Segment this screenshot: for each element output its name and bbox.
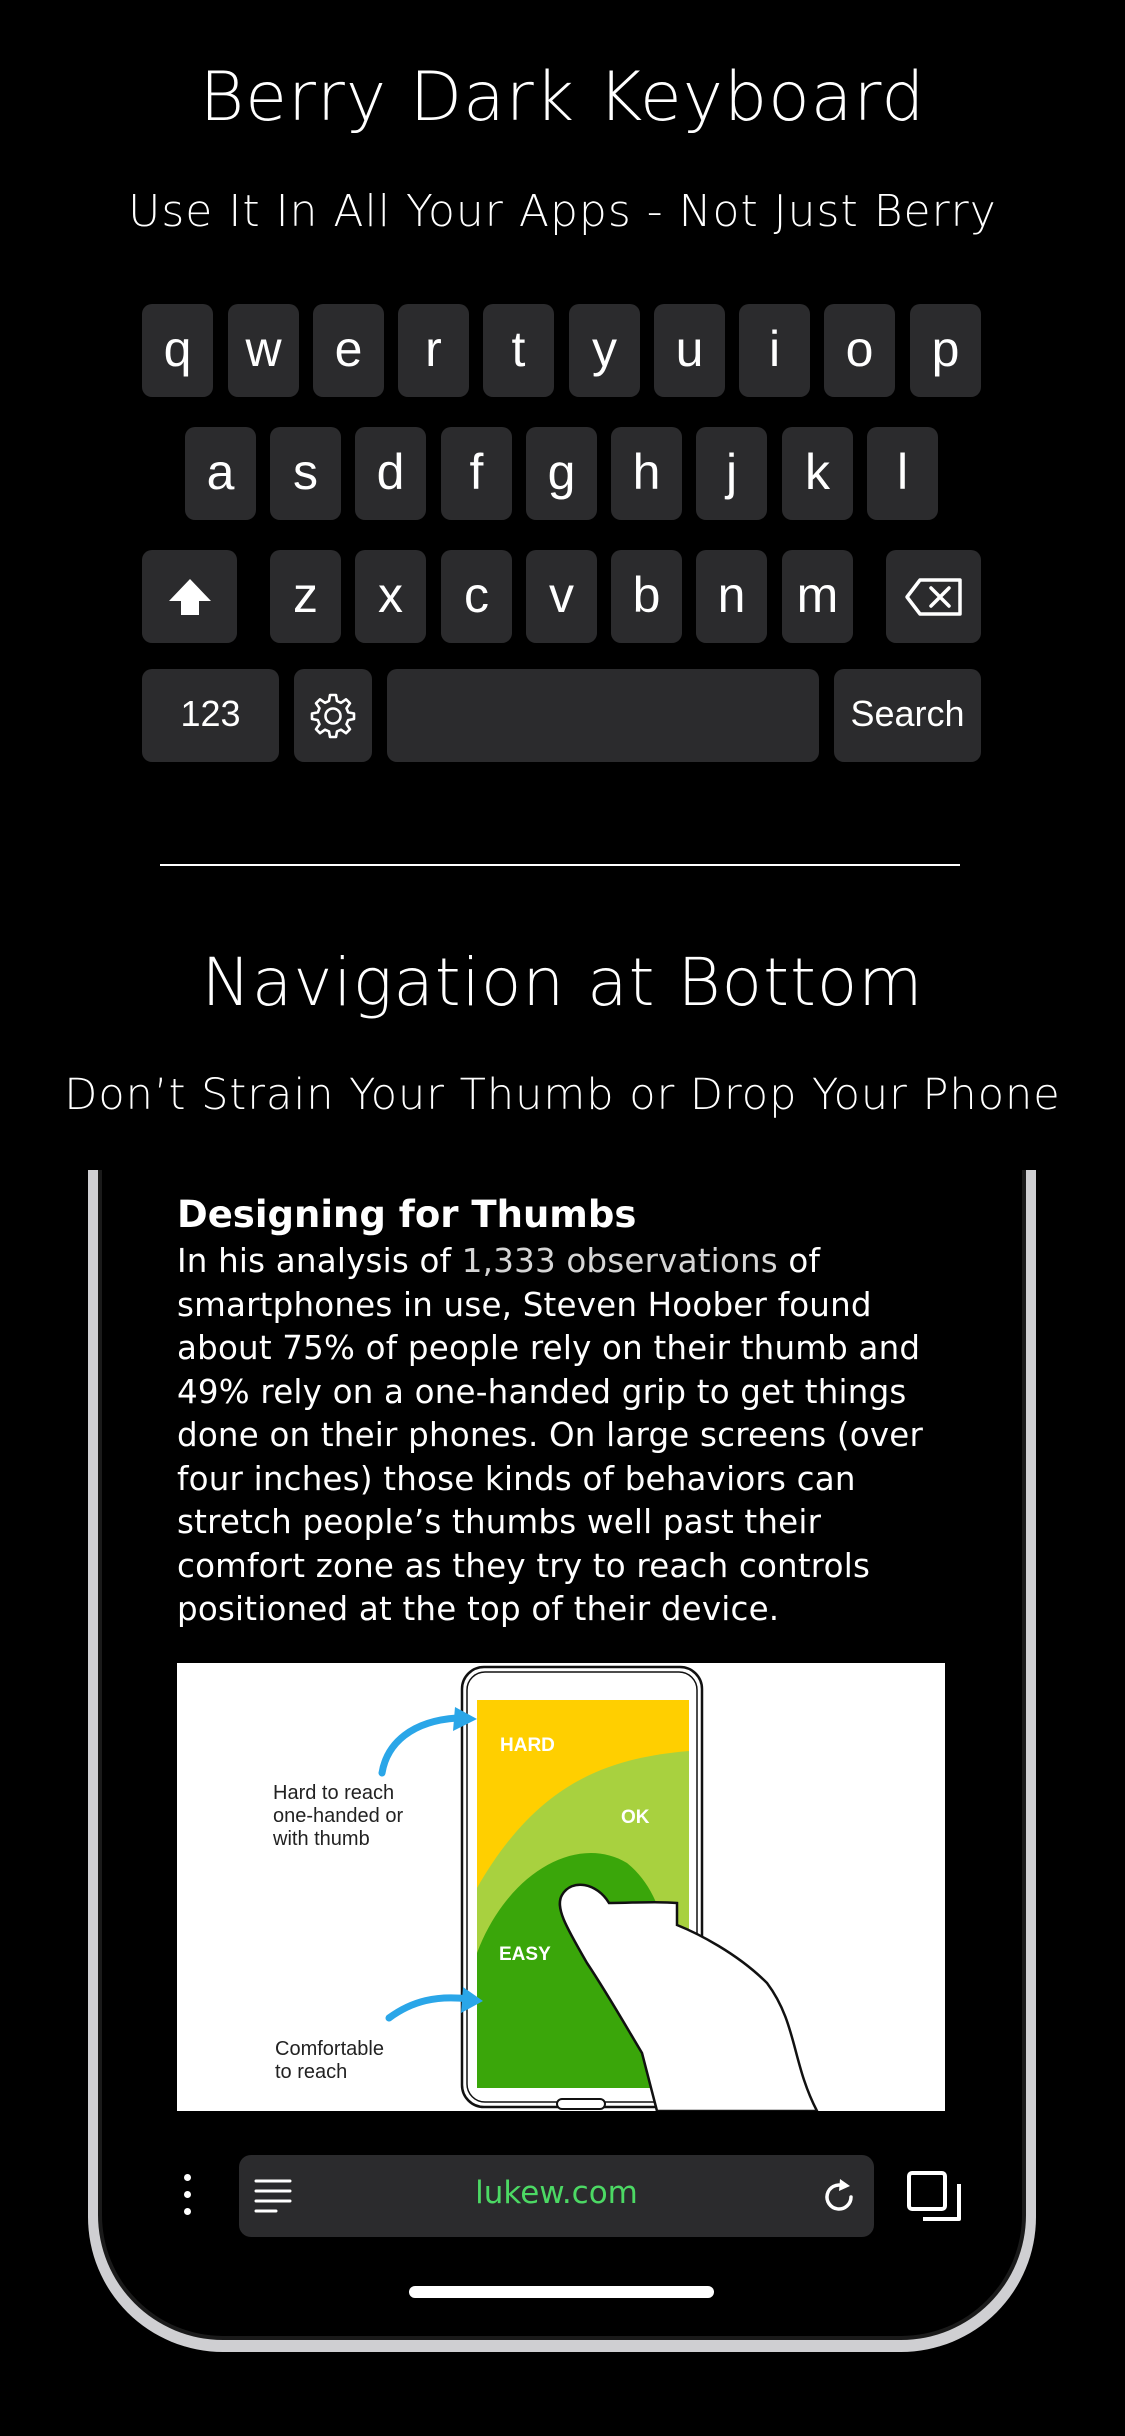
key-label: c — [464, 566, 489, 623]
tabs-icon[interactable] — [906, 2170, 962, 2226]
note-hard-line2: one-handed or — [273, 1805, 404, 1827]
key-label: n — [717, 566, 746, 623]
section-subtitle: Don’t Strain Your Thumb or Drop Your Phone — [64, 1070, 1061, 1120]
key-label: d — [376, 443, 405, 500]
key-label: k — [805, 443, 830, 500]
article-text: In his analysis of — [177, 1242, 462, 1280]
key-d[interactable] — [355, 427, 426, 520]
numbers-key-label: 123 — [180, 692, 241, 734]
key-label: q — [163, 320, 192, 377]
shift-key[interactable] — [142, 550, 237, 643]
key-label: w — [245, 320, 282, 377]
keyboard — [0, 0, 1125, 780]
section-divider — [160, 864, 960, 866]
article-title: Designing for Thumbs — [177, 1193, 637, 1236]
url-bar[interactable] — [239, 2155, 874, 2237]
key-c[interactable] — [441, 550, 512, 643]
key-k[interactable] — [782, 427, 853, 520]
delete-icon — [904, 577, 964, 617]
delete-key[interactable] — [886, 550, 981, 643]
key-label: t — [511, 320, 526, 377]
key-label: r — [425, 320, 442, 377]
key-q[interactable] — [142, 304, 213, 397]
key-o[interactable] — [824, 304, 895, 397]
reload-icon[interactable] — [819, 2177, 859, 2217]
key-p[interactable] — [910, 304, 981, 397]
page-subtitle: Use It In All Your Apps - Not Just Berry — [128, 186, 997, 237]
note-hard-line3: with thumb — [273, 1828, 370, 1850]
key-f[interactable] — [441, 427, 512, 520]
more-vertical-icon[interactable] — [176, 2170, 198, 2220]
search-key-label: Search — [850, 692, 965, 734]
key-g[interactable] — [526, 427, 597, 520]
key-w[interactable] — [228, 304, 299, 397]
page-title: Berry Dark Keyboard — [199, 58, 926, 137]
key-label: p — [931, 320, 960, 377]
key-label: l — [896, 443, 909, 500]
key-j[interactable] — [696, 427, 767, 520]
key-u[interactable] — [654, 304, 725, 397]
numbers-key[interactable] — [142, 669, 279, 762]
settings-key[interactable] — [294, 669, 372, 762]
key-t[interactable] — [483, 304, 554, 397]
key-i[interactable] — [739, 304, 810, 397]
url-text[interactable]: lukew.com — [475, 2175, 638, 2211]
key-label: g — [547, 443, 576, 500]
key-label: s — [293, 443, 318, 500]
key-a[interactable] — [185, 427, 256, 520]
key-label: h — [632, 443, 661, 500]
key-r[interactable] — [398, 304, 469, 397]
key-label: x — [378, 566, 403, 623]
note-easy-line2: to reach — [275, 2061, 348, 2083]
key-v[interactable] — [526, 550, 597, 643]
key-label: b — [632, 566, 661, 623]
key-m[interactable] — [782, 550, 853, 643]
label-ok: OK — [621, 1807, 650, 1828]
space-key[interactable] — [387, 669, 819, 762]
key-label: u — [675, 320, 704, 377]
key-label: a — [206, 443, 235, 500]
key-h[interactable] — [611, 427, 682, 520]
home-indicator[interactable] — [409, 2286, 714, 2298]
key-label: z — [293, 566, 318, 623]
section-title: Navigation at Bottom — [201, 944, 924, 1021]
key-l[interactable] — [867, 427, 938, 520]
thumb-zone-figure — [177, 1663, 945, 2111]
key-label: o — [845, 320, 874, 377]
key-e[interactable] — [313, 304, 384, 397]
key-y[interactable] — [569, 304, 640, 397]
key-label: f — [469, 443, 484, 500]
key-label: e — [334, 320, 363, 377]
key-s[interactable] — [270, 427, 341, 520]
label-hard: HARD — [500, 1735, 555, 1756]
key-n[interactable] — [696, 550, 767, 643]
label-easy: EASY — [499, 1944, 551, 1965]
key-label: v — [549, 566, 574, 623]
key-label: y — [592, 320, 617, 377]
key-b[interactable] — [611, 550, 682, 643]
note-hard-line1: Hard to reach — [273, 1782, 395, 1804]
search-key[interactable] — [834, 669, 981, 762]
key-label: j — [725, 443, 738, 500]
shift-icon — [167, 577, 213, 617]
thumb-zone-illustration — [177, 1663, 945, 2111]
article-text: of smartphones in use, Steven Hoober found about 75% of people rely on their thumb and 49% rely on a one-handed grip to get things done on their phones. On large screens (over four inches) those kinds of behaviors can stretch people’s thumbs well past their comfort zone as they try to reach controls positioned at the top of their device. — [177, 1242, 924, 1628]
key-label: i — [768, 320, 781, 377]
key-z[interactable] — [270, 550, 341, 643]
key-label: m — [796, 566, 839, 623]
article-body — [177, 1240, 957, 1632]
gear-icon — [309, 692, 357, 740]
note-easy-line1: Comfortable — [275, 2038, 384, 2060]
key-x[interactable] — [355, 550, 426, 643]
observations-link[interactable]: 1,333 observations — [461, 1242, 778, 1280]
